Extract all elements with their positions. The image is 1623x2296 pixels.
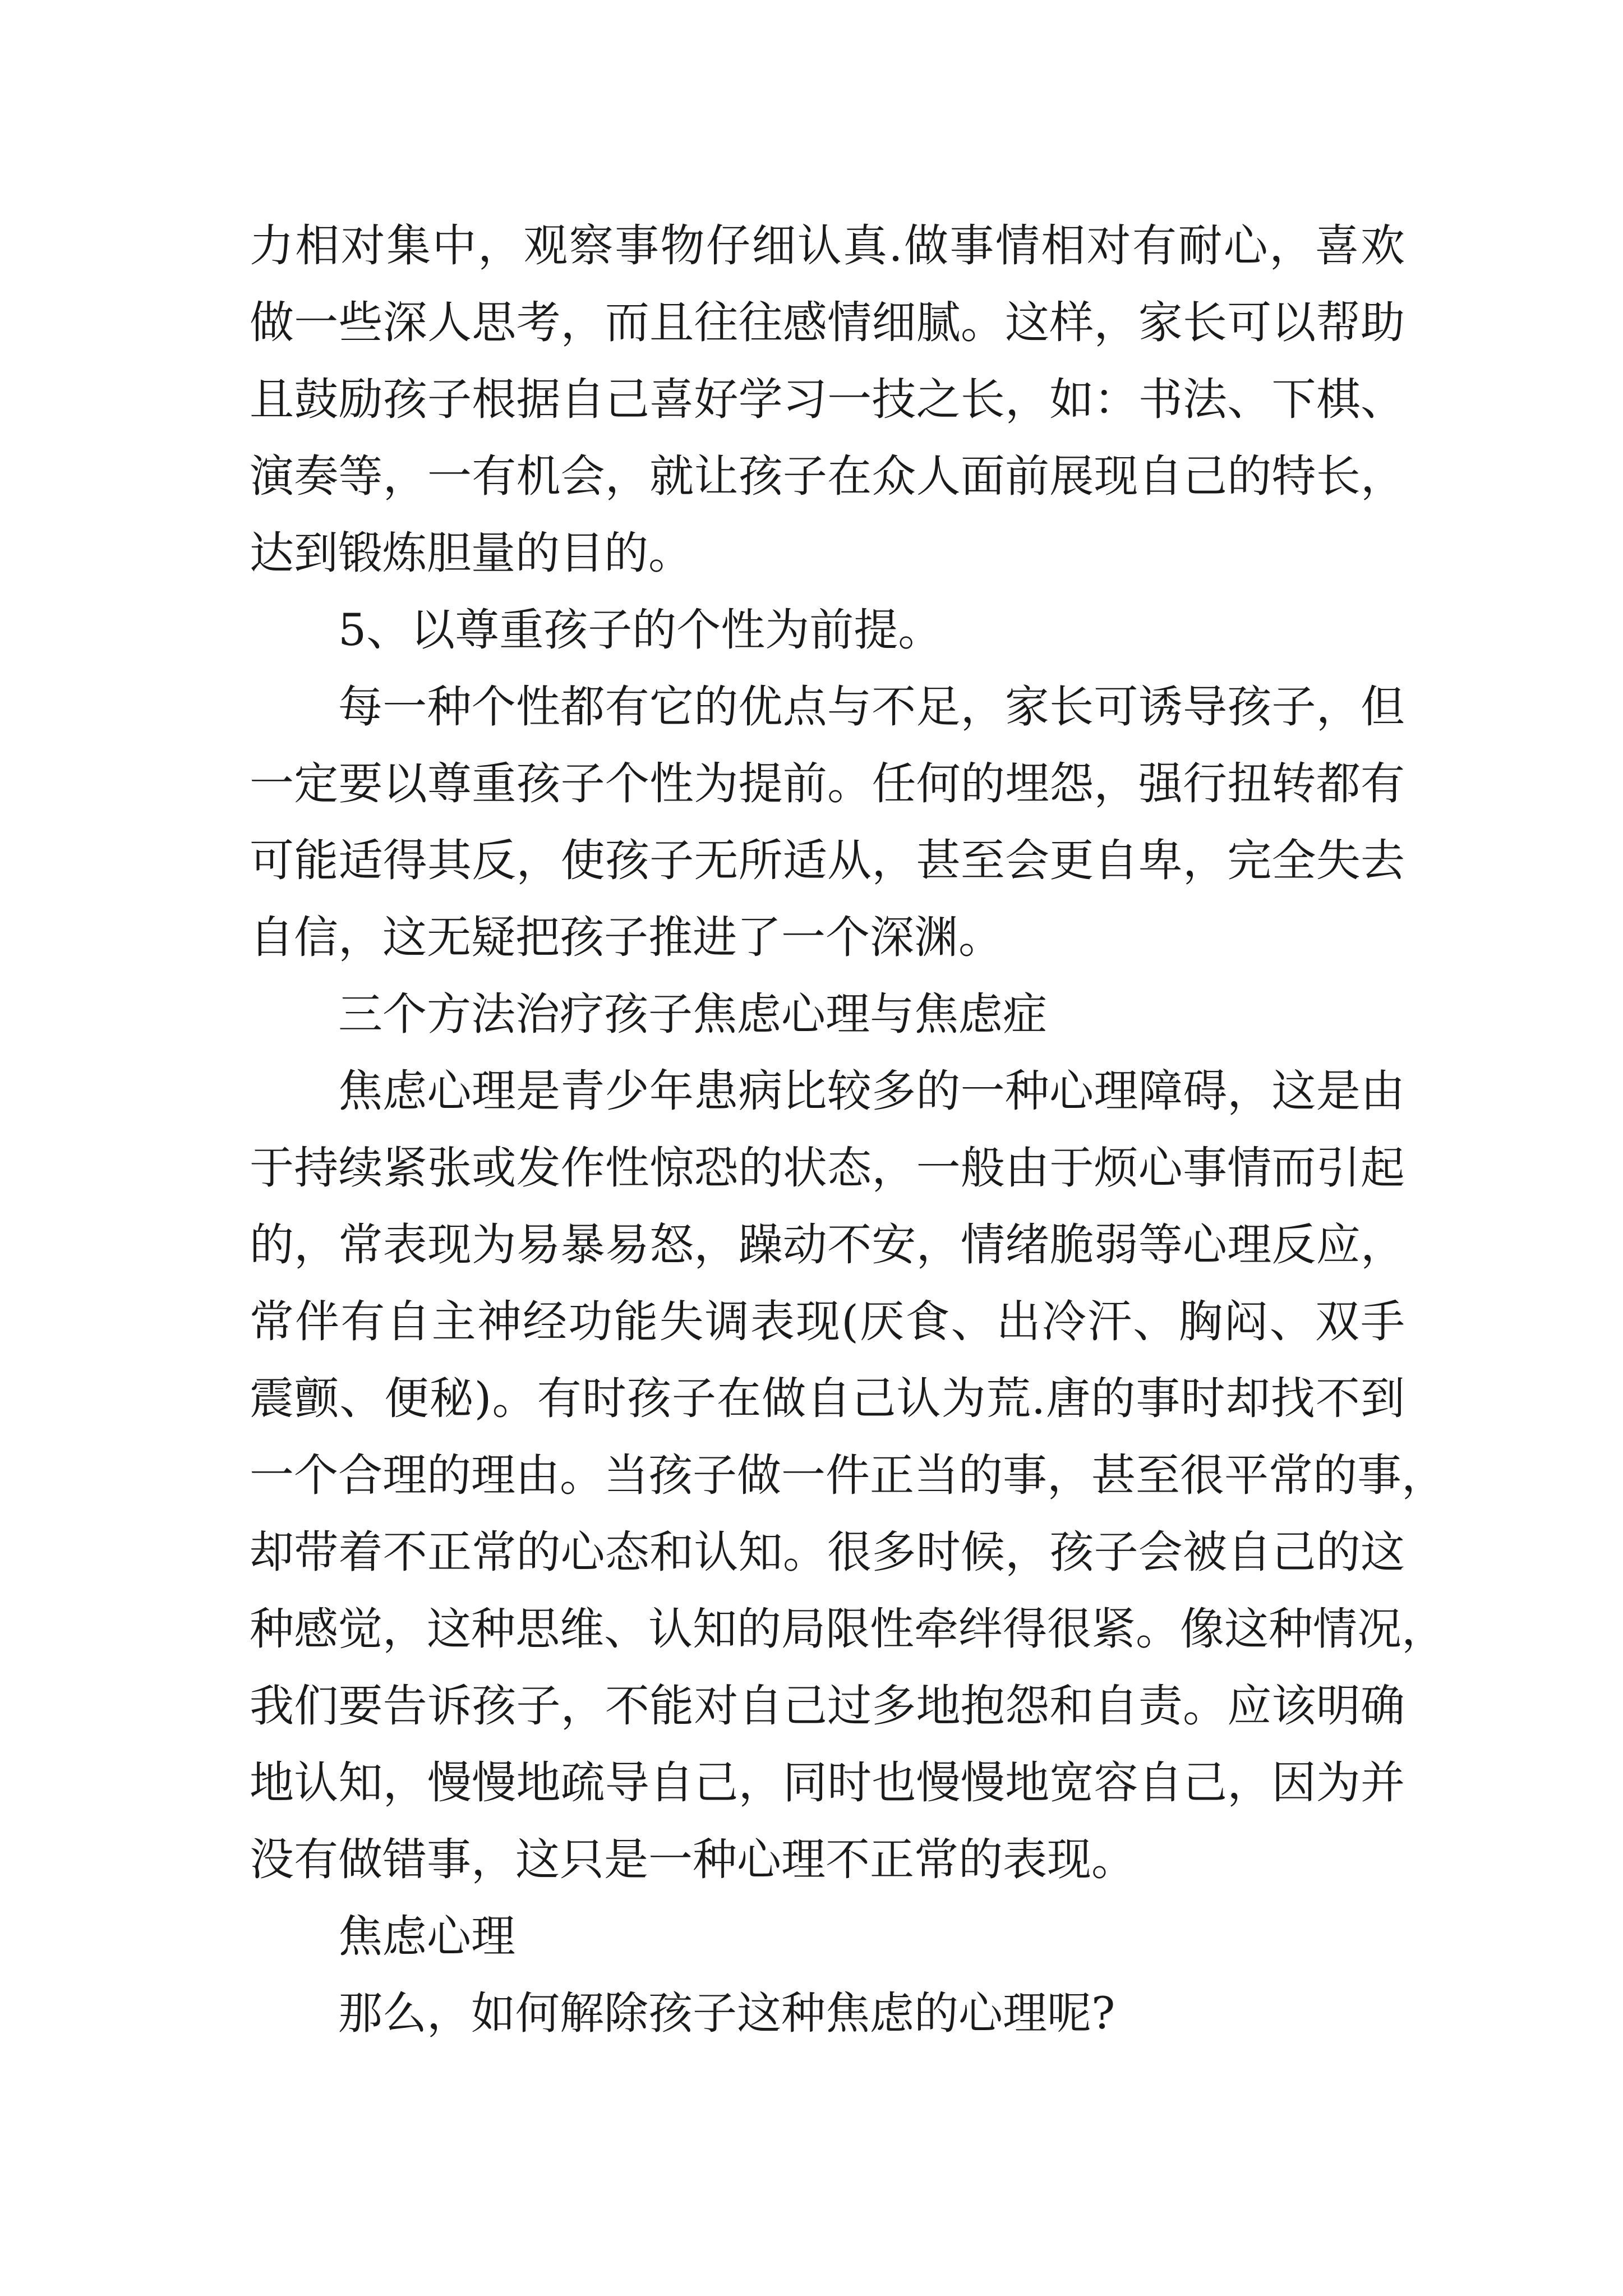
section-heading: 三个方法治疗孩子焦虑心理与焦虑症 xyxy=(338,988,1047,1040)
paragraph-first-line: 那么，如何解除孩子这种焦虑的心理呢? xyxy=(338,1987,1115,2039)
paragraph-first-line: 焦虑心理是青少年患病比较多的一种心理障碍，这是由 xyxy=(338,1065,1405,1117)
text-line: 达到锻炼胆量的目的。 xyxy=(250,527,693,579)
text-line: 震颤、便秘)。有时孩子在做自己认为荒.唐的事时却找不到 xyxy=(250,1373,1405,1424)
text-line: 做一些深人思考，而且往往感情细腻。这样，家长可以帮助 xyxy=(250,297,1405,348)
text-line: 常伴有自主神经功能失调表现(厌食、出冷汗、胸闷、双手 xyxy=(250,1296,1405,1347)
text-line: 种感觉，这种思维、认知的局限性牵绊得很紧。像这种情况， xyxy=(250,1603,1446,1655)
paragraph-first-line: 每一种个性都有它的优点与不足，家长可诱导孩子，但 xyxy=(338,681,1405,733)
text-line: 力相对集中，观察事物仔细认真.做事情相对有耐心，喜欢 xyxy=(250,220,1405,272)
subheading: 焦虑心理 xyxy=(338,1911,515,1962)
text-line: 一定要以尊重孩子个性为提前。任何的埋怨，强行扭转都有 xyxy=(250,758,1405,809)
text-line: 的，常表现为易暴易怒，躁动不安，情绪脆弱等心理反应， xyxy=(250,1219,1405,1271)
text-line: 一个合理的理由。当孩子做一件正当的事，甚至很平常的事， xyxy=(250,1450,1446,1501)
body-text xyxy=(250,208,1446,2052)
text-line: 且鼓励孩子根据自己喜好学习一技之长，如：书法、下棋、 xyxy=(250,374,1405,425)
numbered-heading: 5、以尊重孩子的个性为前提。 xyxy=(338,604,943,656)
text-line: 地认知，慢慢地疏导自己，同时也慢慢地宽容自己，因为并 xyxy=(250,1757,1405,1809)
text-line: 我们要告诉孩子，不能对自己过多地抱怨和自责。应该明确 xyxy=(250,1680,1405,1732)
text-line: 于持续紧张或发作性惊恐的状态，一般由于烦心事情而引起 xyxy=(250,1142,1405,1194)
text-line: 没有做错事，这只是一种心理不正常的表现。 xyxy=(250,1834,1136,1885)
text-line: 自信，这无疑把孩子推进了一个深渊。 xyxy=(250,912,1003,963)
text-line: 却带着不正常的心态和认知。很多时候，孩子会被自己的这 xyxy=(250,1526,1405,1578)
text-line: 可能适得其反，使孩子无所适从，甚至会更自卑，完全失去 xyxy=(250,835,1405,886)
text-line: 演奏等，一有机会，就让孩子在众人面前展现自己的特长， xyxy=(250,450,1405,502)
